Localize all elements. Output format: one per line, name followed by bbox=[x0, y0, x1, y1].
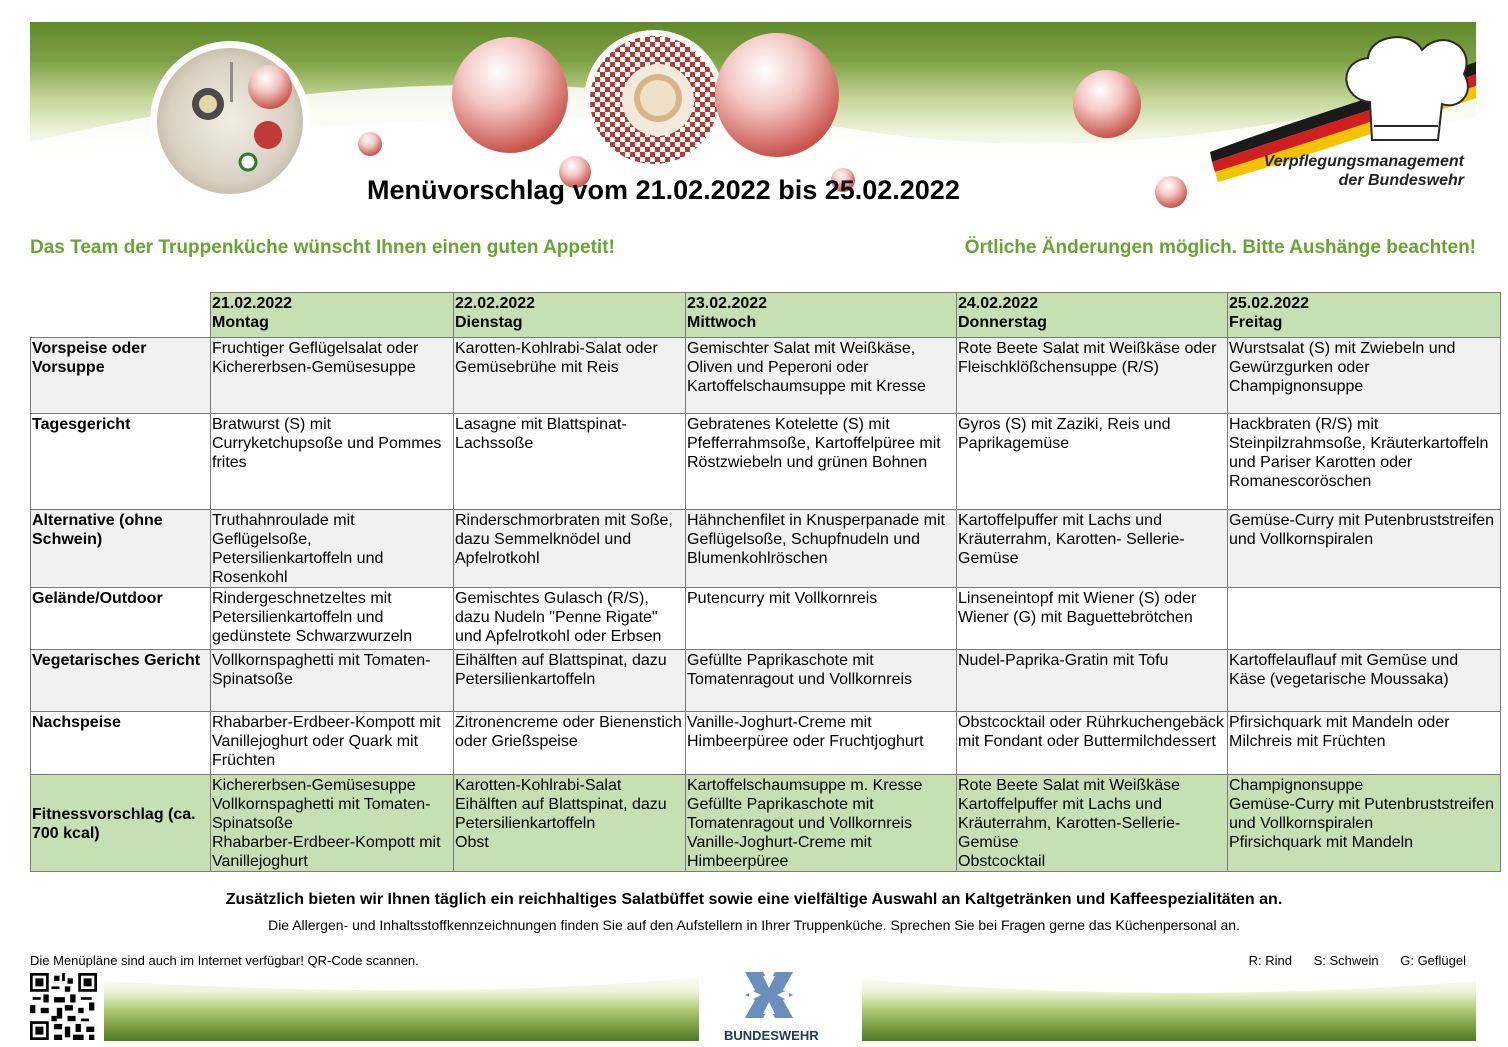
logo-text: BUNDESWEHR bbox=[724, 1028, 819, 1043]
footer-stripe-left bbox=[104, 971, 699, 1041]
day-header-wednesday bbox=[686, 293, 957, 338]
dish-cell: Karotten-Kohlrabi-Salat Eihälften auf Blattspinat, dazu Petersilienkartoffeln Obst bbox=[454, 775, 686, 872]
iron-cross-icon bbox=[741, 968, 797, 1022]
table-corner bbox=[31, 293, 211, 338]
day-date: 22.02.2022 bbox=[455, 295, 536, 312]
dish-cell: Pfirsichquark mit Mandeln oder Milchreis mit Früchten bbox=[1228, 712, 1501, 775]
page-title: Menüvorschlag vom 21.02.2022 bis 25.02.2022 bbox=[367, 175, 960, 205]
qr-note: Die Menüpläne sind auch im Internet verfügbar! QR-Code scannen. bbox=[30, 953, 419, 968]
dish-cell: Eihälften auf Blattspinat, dazu Petersilienkartoffeln bbox=[454, 650, 686, 712]
dish-cell: Gefüllte Paprikaschote mit Tomatenragout und Vollkornreis bbox=[686, 650, 957, 712]
legend-schwein: S: Schwein bbox=[1313, 953, 1379, 968]
category-label: Fitnessvorschlag (ca. 700 kcal) bbox=[31, 775, 211, 872]
dish-cell: Kartoffelauflauf mit Gemüse und Käse (vegetarische Moussaka) bbox=[1228, 650, 1501, 712]
greeting-left: Das Team der Truppenküche wünscht Ihnen einen guten Appetit! bbox=[30, 237, 615, 258]
dish-cell: Obstcocktail oder Rührkuchengebäck mit Fondant oder Buttermilchdessert bbox=[957, 712, 1228, 775]
footer-stripe-right bbox=[862, 971, 1476, 1041]
legend-rind: R: Rind bbox=[1248, 953, 1292, 968]
dish-cell: Gemischtes Gulasch (R/S), dazu Nudeln "Penne Rigate" und Apfelrotkohl oder Erbsen bbox=[454, 588, 686, 650]
qr-code-icon[interactable] bbox=[30, 973, 97, 1040]
greeting-right: Örtliche Änderungen möglich. Bitte Aushänge beachten! bbox=[964, 237, 1476, 258]
dish-cell: Rinderschmorbraten mit Soße, dazu Semmelknödel und Apfelrotkohl bbox=[454, 510, 686, 588]
dish-cell: Rhabarber-Erdbeer-Kompott mit Vanillejoghurt oder Quark mit Früchten bbox=[211, 712, 454, 775]
dish-cell: Linseneintopf mit Wiener (S) oder Wiener (G) mit Baguettebrötchen bbox=[957, 588, 1228, 650]
row-alternative bbox=[31, 510, 1501, 588]
row-nachspeise bbox=[31, 712, 1501, 775]
dish-cell: Hackbraten (R/S) mit Steinpilzrahmsoße, Kräuterkartoffeln und Pariser Karotten oder Romanescoröschen bbox=[1228, 414, 1501, 510]
day-date: 24.02.2022 bbox=[958, 295, 1039, 312]
dish-cell: Zitronencreme oder Bienenstich oder Grießspeise bbox=[454, 712, 686, 775]
dish-cell: Nudel-Paprika-Gratin mit Tofu bbox=[957, 650, 1228, 712]
day-header-monday bbox=[211, 293, 454, 338]
dish-cell: Bratwurst (S) mit Curryketchupsoße und Pommes frites bbox=[211, 414, 454, 510]
dish-cell: Vanille-Joghurt-Creme mit Himbeerpüree oder Fruchtjoghurt bbox=[686, 712, 957, 775]
bundeswehr-logo bbox=[724, 968, 819, 1043]
dish-cell: Champignonsuppe Gemüse-Curry mit Putenbruststreifen und Vollkornspiralen Pfirsichquark mit Mandeln bbox=[1228, 775, 1501, 872]
dish-cell: Kichererbsen-Gemüsesuppe Vollkornspaghetti mit Tomaten-Spinatsoße Rhabarber-Erdbeer-Kompott mit Vanillejoghurt bbox=[211, 775, 454, 872]
dish-cell: Gemüse-Curry mit Putenbruststreifen und Vollkornspiralen bbox=[1228, 510, 1501, 588]
dish-cell: Vollkornspaghetti mit Tomaten-Spinatsoße bbox=[211, 650, 454, 712]
allergen-note: Die Allergen- und Inhaltsstoffkennzeichnungen finden Sie auf den Aufstellern in Ihrer Truppenküche. Sprechen Sie bei Fragen gerne das Küchenpersonal an. bbox=[268, 917, 1240, 933]
dish-cell: Kartoffelschaumsuppe m. Kresse Gefüllte Paprikaschote mit Tomatenragout und Vollkornreis Vanille-Joghurt-Creme mit Himbeerpüree bbox=[686, 775, 957, 872]
day-weekday: Donnerstag bbox=[958, 314, 1047, 331]
dish-cell: Rindergeschnetzeltes mit Petersilienkartoffeln und gedünstete Schwarzwurzeln bbox=[211, 588, 454, 650]
table-header-row bbox=[31, 293, 1501, 338]
day-date: 23.02.2022 bbox=[687, 295, 768, 312]
day-weekday: Montag bbox=[212, 314, 269, 331]
day-date: 21.02.2022 bbox=[212, 295, 293, 312]
dish-cell: Wurstsalat (S) mit Zwiebeln und Gewürzgurken oder Champignonsuppe bbox=[1228, 338, 1501, 414]
brand-line-1: Verpflegungsmanagement bbox=[1263, 153, 1464, 170]
day-date: 25.02.2022 bbox=[1229, 295, 1310, 312]
category-label: Alternative (ohne Schwein) bbox=[31, 510, 211, 588]
day-header-tuesday bbox=[454, 293, 686, 338]
dish-cell: Lasagne mit Blattspinat-Lachssoße bbox=[454, 414, 686, 510]
dish-cell bbox=[1228, 588, 1501, 650]
day-header-thursday bbox=[957, 293, 1228, 338]
row-vegetarisch bbox=[31, 650, 1501, 712]
row-vorspeise bbox=[31, 338, 1501, 414]
dish-cell: Gyros (S) mit Zaziki, Reis und Paprikagemüse bbox=[957, 414, 1228, 510]
category-label: Gelände/Outdoor bbox=[31, 588, 211, 650]
dish-cell: Kartoffelpuffer mit Lachs und Kräuterrahm, Karotten- Sellerie-Gemüse bbox=[957, 510, 1228, 588]
legend-gefluegel: G: Geflügel bbox=[1400, 953, 1466, 968]
day-weekday: Freitag bbox=[1229, 314, 1283, 331]
dish-cell: Truthahnroulade mit Geflügelsoße, Petersilienkartoffeln und Rosenkohl bbox=[211, 510, 454, 588]
row-fitness bbox=[31, 775, 1501, 872]
dish-cell: Fruchtiger Geflügelsalat oder Kichererbsen-Gemüsesuppe bbox=[211, 338, 454, 414]
salad-buffet-note: Zusätzlich bieten wir Ihnen täglich ein reichhaltiges Salatbüffet sowie eine vielfältige Auswahl an Kaltgetränken und Kaffeespezialitäten an. bbox=[225, 891, 1283, 908]
dish-cell: Hähnchenfilet in Knusperpanade mit Geflügelsoße, Schupfnudeln und Blumenkohlröschen bbox=[686, 510, 957, 588]
day-header-friday bbox=[1228, 293, 1501, 338]
category-label: Tagesgericht bbox=[31, 414, 211, 510]
brand-logo-text bbox=[1264, 152, 1464, 190]
dish-cell: Putencurry mit Vollkornreis bbox=[686, 588, 957, 650]
dish-cell: Gemischter Salat mit Weißkäse, Oliven und Peperoni oder Kartoffelschaumsuppe mit Kresse bbox=[686, 338, 957, 414]
row-tagesgericht bbox=[31, 414, 1501, 510]
meat-legend bbox=[1231, 953, 1466, 968]
brand-line-2: der Bundeswehr bbox=[1338, 172, 1464, 189]
category-label: Vorspeise oder Vorsuppe bbox=[31, 338, 211, 414]
dish-cell: Rote Beete Salat mit Weißkäse oder Fleischklößchensuppe (R/S) bbox=[957, 338, 1228, 414]
menu-table bbox=[30, 292, 1501, 872]
row-gelaende bbox=[31, 588, 1501, 650]
dish-cell: Rote Beete Salat mit Weißkäse Kartoffelpuffer mit Lachs und Kräuterrahm, Karotten-Sellerie-Gemüse Obstcocktail bbox=[957, 775, 1228, 872]
category-label: Vegetarisches Gericht bbox=[31, 650, 211, 712]
day-weekday: Dienstag bbox=[455, 314, 523, 331]
category-label: Nachspeise bbox=[31, 712, 211, 775]
day-weekday: Mittwoch bbox=[687, 314, 757, 331]
dish-cell: Gebratenes Kotelette (S) mit Pfefferrahmsoße, Kartoffelpüree mit Röstzwiebeln und grünen Bohnen bbox=[686, 414, 957, 510]
dish-cell: Karotten-Kohlrabi-Salat oder Gemüsebrühe mit Reis bbox=[454, 338, 686, 414]
